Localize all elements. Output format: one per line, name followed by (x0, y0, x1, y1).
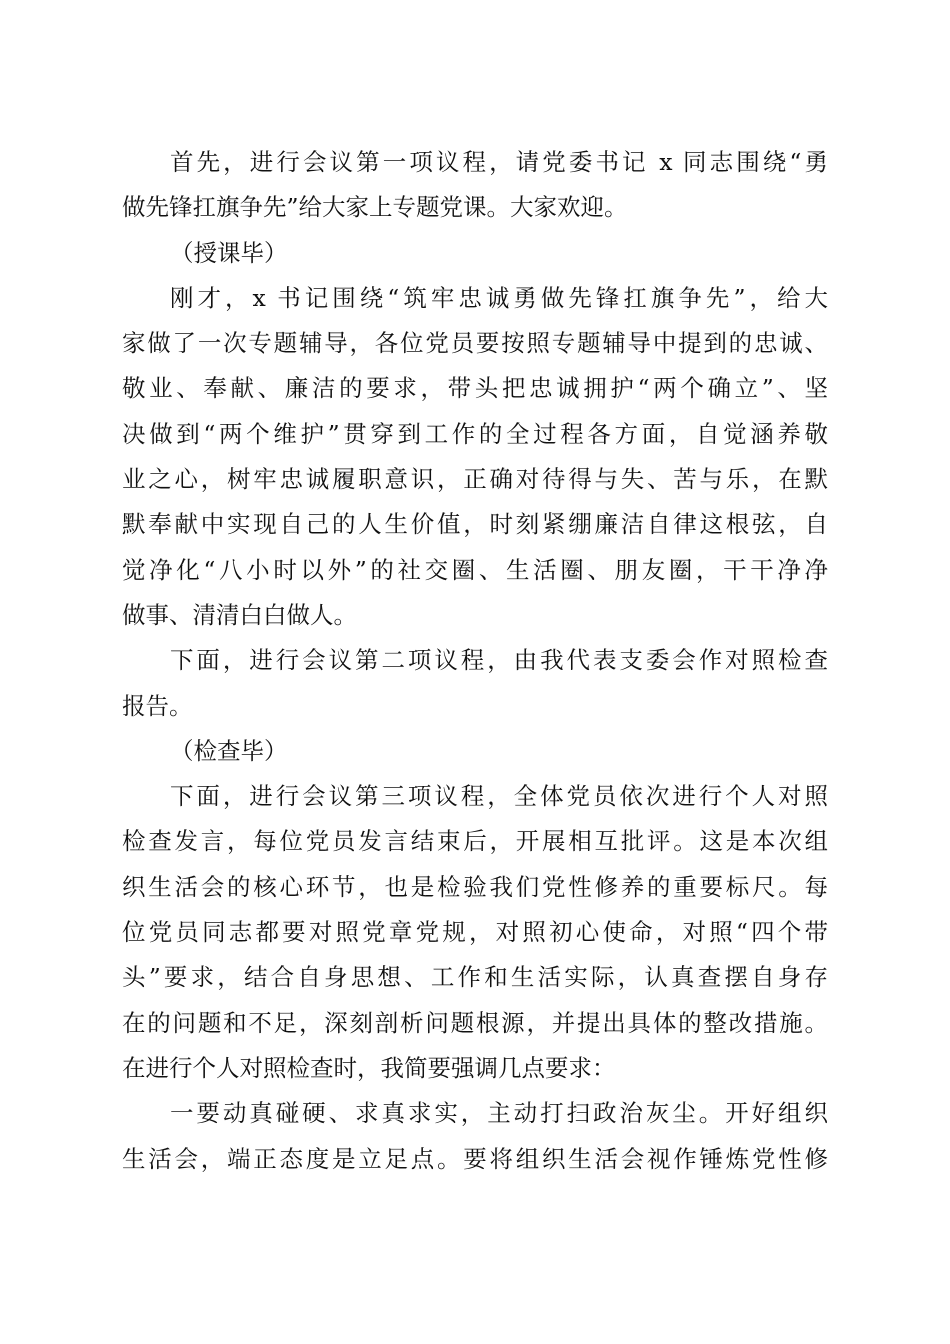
paragraph (122, 774, 828, 1091)
text-line: 一要动真碰硬、求真求实，主动打扫政治灰尘。开好组织 (170, 1099, 828, 1128)
document-body (122, 140, 828, 1182)
text-line: （检查毕） (170, 736, 288, 765)
paragraph (122, 729, 828, 774)
text-line: 首先，进行会议第一项议程，请党委书记 x 同志围绕“勇 (170, 148, 828, 176)
paragraph (122, 231, 828, 276)
text-line: 下面，进行会议第二项议程，由我代表支委会作对照检查 (170, 646, 828, 675)
text-line: 默奉献中实现自己的人生价值，时刻紧绷廉洁自律这根弦，自 (122, 510, 828, 539)
text-line: 做先锋扛旗争先”给大家上专题党课。大家欢迎。 (122, 193, 628, 222)
text-line: 刚才，x 书记围绕“筑牢忠诚勇做先锋扛旗争先”，给大 (170, 283, 828, 312)
text-line: 织生活会的核心环节，也是检验我们党性修养的重要标尺。每 (122, 872, 828, 901)
text-line: 头”要求，结合自身思想、工作和生活实际，认真查摆自身存 (122, 963, 828, 992)
text-line: 做事、清清白白做人。 (122, 600, 357, 629)
text-line: 生活会，端正态度是立足点。要将组织生活会视作锤炼党性修 (122, 1144, 828, 1173)
paragraph (122, 140, 828, 231)
text-line: 觉净化“八小时以外”的社交圈、生活圈、朋友圈，干干净净 (122, 555, 828, 584)
paragraph (122, 276, 828, 638)
text-line: 业之心，树牢忠诚履职意识，正确对待得与失、苦与乐，在默 (122, 465, 828, 494)
text-line: 决做到“两个维护”贯穿到工作的全过程各方面，自觉涵养敬 (122, 419, 828, 448)
text-line: 位党员同志都要对照党章党规，对照初心使命，对照“四个带 (122, 918, 828, 947)
text-line: （授课毕） (170, 238, 288, 267)
text-line: 在的问题和不足，深刻剖析问题根源，并提出具体的整改措施。 (122, 1008, 828, 1037)
text-line: 下面，进行会议第三项议程，全体党员依次进行个人对照 (170, 782, 828, 811)
text-line: 检查发言，每位党员发言结束后，开展相互批评。这是本次组 (122, 827, 828, 856)
text-line: 家做了一次专题辅导，各位党员要按照专题辅导中提到的忠诚、 (122, 329, 828, 358)
text-line: 在进行个人对照检查时，我简要强调几点要求： (122, 1053, 616, 1082)
text-line: 敬业、奉献、廉洁的要求，带头把忠诚拥护“两个确立”、坚 (122, 374, 828, 403)
paragraph (122, 1091, 828, 1182)
text-line: 报告。 (122, 691, 193, 720)
paragraph (122, 638, 828, 729)
